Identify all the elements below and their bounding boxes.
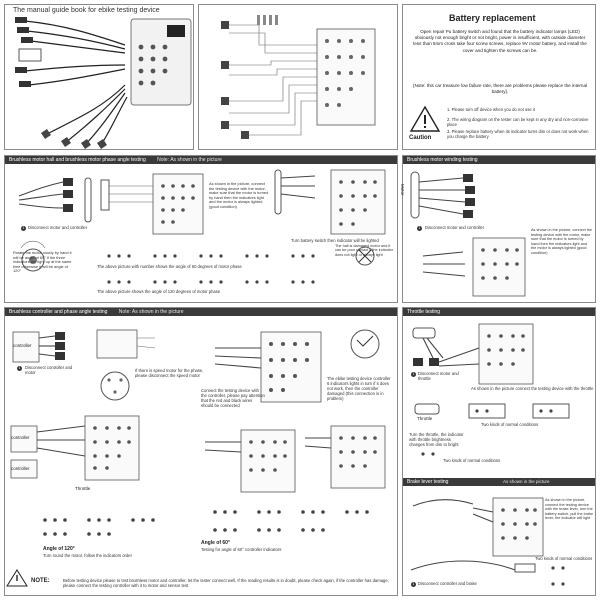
brake-step-1-bullet: 1 [412,582,415,586]
step-1-bullet: 1 [22,226,25,230]
rotate-motor-text: Rotate the motor slowly by hand it will be angle of 60° if the three indicators are light up at the same time otherwise it will be angle of 120° [13,250,72,274]
winding-step-1-bullet: 1 [418,226,421,230]
brake-note: As shown in the picture [503,479,550,484]
brake-title: Brake lever testing [407,479,449,485]
throttle-connect-text: As shown in the picture connect the testing device with the throttle [471,386,594,391]
battery-replacement-panel [402,4,596,150]
disconnect-motor-controller-2: Disconnect motor and controller [425,225,485,230]
throttle-step-1-bullet: 1 [412,372,415,376]
connect-motor-text: As shown in the picture, connect the testing device with the motor, make sure that the motor is turned by hand then the indicators light and the motor is always lighted (good condition) [209,181,269,209]
battery-replacement-title: Battery replacement [449,13,536,23]
note-text: Before testing device please to test brushless motor and controller, let the tester connect well, If the reading results is in doubt, please check again, if the controller has damage, please connect the testing controller with it to motor and sensor test [63,578,389,588]
wiring-diagram [199,5,399,151]
battery-replacement-note: (Note: this car treasure low failure rate, there are problems please replace the internal battery). [412,83,588,95]
two-normal-text-1: Two kinds of normal conditions [481,422,539,427]
hall-damaged-text: The hall is damaged motor and it can be poor contact if the indicator does not light or always light [335,244,394,257]
controller-phase-note: Note: As shown in the picture [118,309,184,315]
angle-120-desc: Turn round the motor, follow the indicators order [43,553,132,558]
wire-harness-photo [5,5,195,151]
battery-step-2: 2. The wiring diagram on the tester can be kept in any dry and non-corrosive place [447,117,589,127]
angle-60-label: Angle of 60° [201,540,230,546]
ctrl-step-1-bullet: 1 [18,366,21,370]
guide-photo-panel [4,4,194,150]
motor-winding-title: Brushless motor winding testing [407,157,478,163]
controller-phase-title: Brushless controller and phase angle testing [9,309,108,315]
battery-replacement-body: Open repair Pu battery switch and found that the battery indicator lamps (LED) obviously not enough bright or not bright, power is insufficient, with outside diameter less than 5mm cross take four screw screws, replace 9V motor battery, and install the cover and tighten the screws can be. [413,29,587,53]
motor-hall-diagram [5,156,399,304]
speed-motor-text: If there is speed motor for the phase, please disconnect the speed motor [135,368,204,378]
connect-controller-text: Connect the testing device with the controller, please pay attention that the red and black wires should be connected [201,388,265,408]
motor-hall-note: Note: As shown in the picture [157,157,222,163]
winding-connect-text: As shown in the picture, connect the testing device with the motor, make sure that the motor is turned by hand then the indicators light and the motor is always lighted (good condition) [531,228,592,255]
two-normal-text-3: Two kinds of normal conditions [535,556,593,561]
controller-label-2: controller [11,435,30,440]
throttle-brake-panel [402,307,596,596]
angle-60-desc: Testing for angle of 60° controller indicators [201,547,282,552]
motor-hall-panel [4,155,398,303]
motor-hall-title: Brushless motor hall and brushless motor phase angle testing [9,157,146,163]
angle-120-result: The above picture shows the angle of 120 degrees of motor phase [97,289,221,294]
disconnect-motor-controller-text: Disconnect motor and controller [28,225,88,230]
battery-step-1: 1. Please turn off device when you do not use it [447,107,535,112]
throttle-turn-text: Turn the throttle, the indicator with throttle brightness changes from dim to bright [409,432,464,447]
turn-battery-on-text: Turn battery switch then indicator will be lighted [291,238,379,243]
guide-title: The manual guide book for ebike testing device [13,7,160,14]
two-normal-text-2: Two kinds of normal conditions [443,458,501,463]
battery-step-3: 3. Please replace battery when its indicator turns dim or does not work when you charge the battery [447,129,589,139]
throttle-label: Throttle [417,416,433,421]
throttle-label-ctrl: Throttle [75,486,91,491]
motor-winding-panel [402,155,596,303]
caution-label: Caution [409,135,432,141]
angle-60-result: The above picture with number shows the angle of 60 degrees of motor phase [97,264,242,269]
disconnect-controller-text: Disconnect controller and motor [25,365,73,375]
motor-label: Motor [400,184,405,196]
controller-label-1: controller [13,343,32,348]
controller-label-3: controller [11,466,30,471]
wiring-diagram-panel [198,4,398,150]
disconnect-throttle-text: Disconnect motor and throttle [418,371,459,381]
brake-connect-text: As shown in the picture, connect the testing device with the brake lever, turn the battery switch, pull the brake lever, the indicator will light [545,498,594,520]
controller-phase-panel [4,307,398,596]
six-indicators-text: The ebike testing device controller 6 indicators lights in turn if it does not work, then the controller damaged (this connection is in problem) [327,376,391,401]
angle-120-label: Angle of 120° [43,546,75,552]
throttle-title: Throttle testing [407,309,441,315]
note-label: NOTE: [31,578,50,584]
throttle-brake-diagram [403,308,597,597]
disconnect-brake-text: Disconnect controller and brake [418,581,477,586]
